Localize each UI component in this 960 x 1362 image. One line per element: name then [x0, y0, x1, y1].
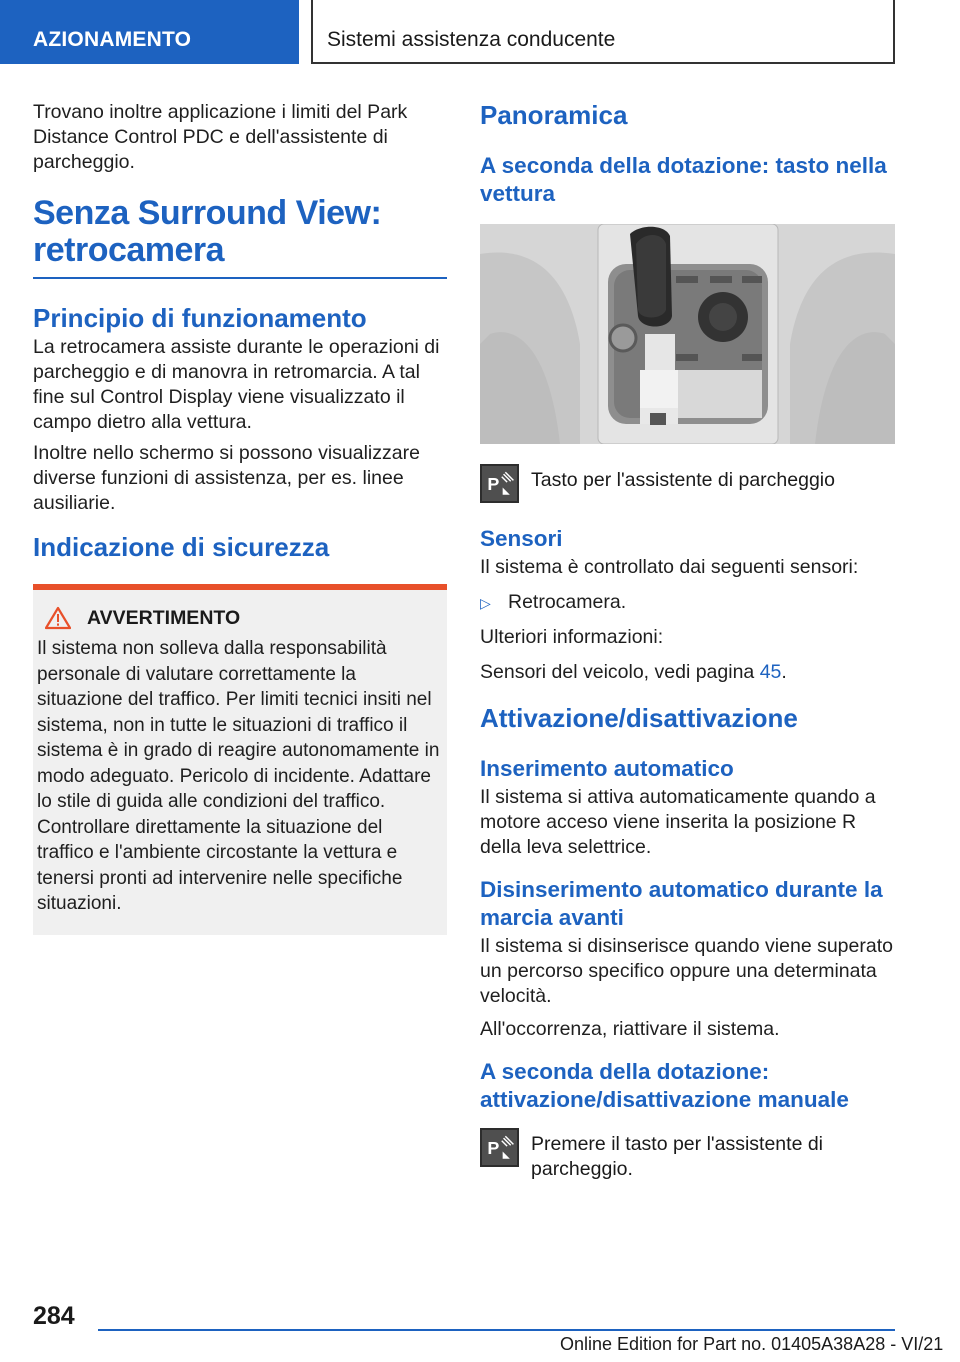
overview-heading: Panoramica [480, 100, 628, 130]
warning-title: AVVERTIMENTO [87, 606, 241, 629]
sensors-reference-text: Sensori del veicolo, vedi pagina [480, 661, 760, 683]
svg-text:P: P [487, 1138, 500, 1159]
intro-paragraph: Trovano inoltre applicazione i limiti del Park Distance Control PDC e dell'assistente di parcheggio. [33, 101, 408, 173]
manual-key-instruction: Premere il tasto per l'assistente di parcheggio. [531, 1133, 824, 1180]
activation-heading: Attivazione/disattivazione [480, 703, 798, 733]
warning-header [37, 606, 443, 630]
manual-key-row [480, 1128, 895, 1182]
warning-text: Il sistema non solleva dalla responsabilità personale di valutare correttamente la situazione del traffico. Per limiti tecnici insiti nel sistema, non in tutte le situazioni di traffico il sistema è in grado di reagire autonomamente in modo adeguato. Pericolo di incidente. Adattare lo stile di guida alle condizioni del traffico. Controllare direttamente la situazione del traffico e l'ambiente circostante la vettura e tenersi pronti ad intervenire nelle specifiche situazioni. [37, 638, 440, 914]
center-console-photo [480, 224, 895, 444]
chapter-title: Sistemi assistenza conducente [311, 0, 895, 64]
page-number: 284 [33, 1302, 75, 1330]
auto-on-text: Il sistema si attiva automaticamente quando a motore acceso viene inserita la posizione R della leva selettrice. [480, 786, 876, 858]
svg-text:P: P [487, 474, 500, 495]
principle-paragraph-1: La retrocamera assiste durante le operazioni di parcheggio e di manovra in retromarcia. A tal fine sul Control Display viene visualizzato il campo dietro alla vettura. [33, 336, 440, 433]
auto-off-heading: Disinserimento automatico durante la marcia avanti [480, 877, 883, 930]
park-assist-key-row [480, 464, 895, 503]
more-info-label: Ulteriori informazioni: [480, 626, 664, 648]
sensors-item-text: Retrocamera. [508, 591, 627, 613]
sensors-reference-suffix: . [781, 661, 787, 683]
page-title: Senza Surround View: retrocamera [33, 194, 382, 269]
footer-rule [98, 1329, 895, 1331]
edition-footer: Online Edition for Part no. 01405A38A28 - VI/21 [560, 1334, 944, 1354]
page-reference-link[interactable]: 45 [759, 661, 782, 683]
principle-paragraph-2: Inoltre nello schermo si possono visualizzare diverse funzioni di assistenza, per es. linee ausiliarie. [33, 442, 420, 514]
triangle-bullet-icon: ▷ [480, 595, 491, 611]
park-assist-icon [480, 464, 519, 503]
principle-heading: Principio di funzionamento [33, 303, 367, 333]
console-illustration [480, 224, 895, 444]
sensors-reference [480, 660, 895, 685]
sensors-heading: Sensori [480, 526, 563, 551]
warning-box [33, 584, 447, 935]
sensors-list-item [480, 590, 895, 615]
auto-off-text: Il sistema si disinserisce quando viene superato un percorso specifico oppure una determinata velocità. [480, 935, 893, 1007]
warning-triangle-icon [45, 606, 71, 630]
safety-heading: Indicazione di sicurezza [33, 532, 330, 562]
park-assist-icon [480, 1128, 519, 1167]
left-column [33, 100, 447, 935]
reactivate-text: All'occorrenza, riattivare il sistema. [480, 1018, 780, 1040]
manual-heading: A seconda della dotazione: attivazione/disattivazione manuale [480, 1059, 849, 1112]
section-tab: AZIONAMENTO [0, 0, 299, 64]
button-location-heading: A seconda della dotazione: tasto nella vettura [480, 153, 887, 206]
right-column [480, 100, 895, 1182]
sensors-intro: Il sistema è controllato dai seguenti sensori: [480, 556, 859, 578]
park-assist-key-caption: Tasto per l'assistente di parcheggio [531, 469, 835, 491]
title-rule [33, 277, 447, 279]
auto-on-heading: Inserimento automatico [480, 756, 734, 781]
